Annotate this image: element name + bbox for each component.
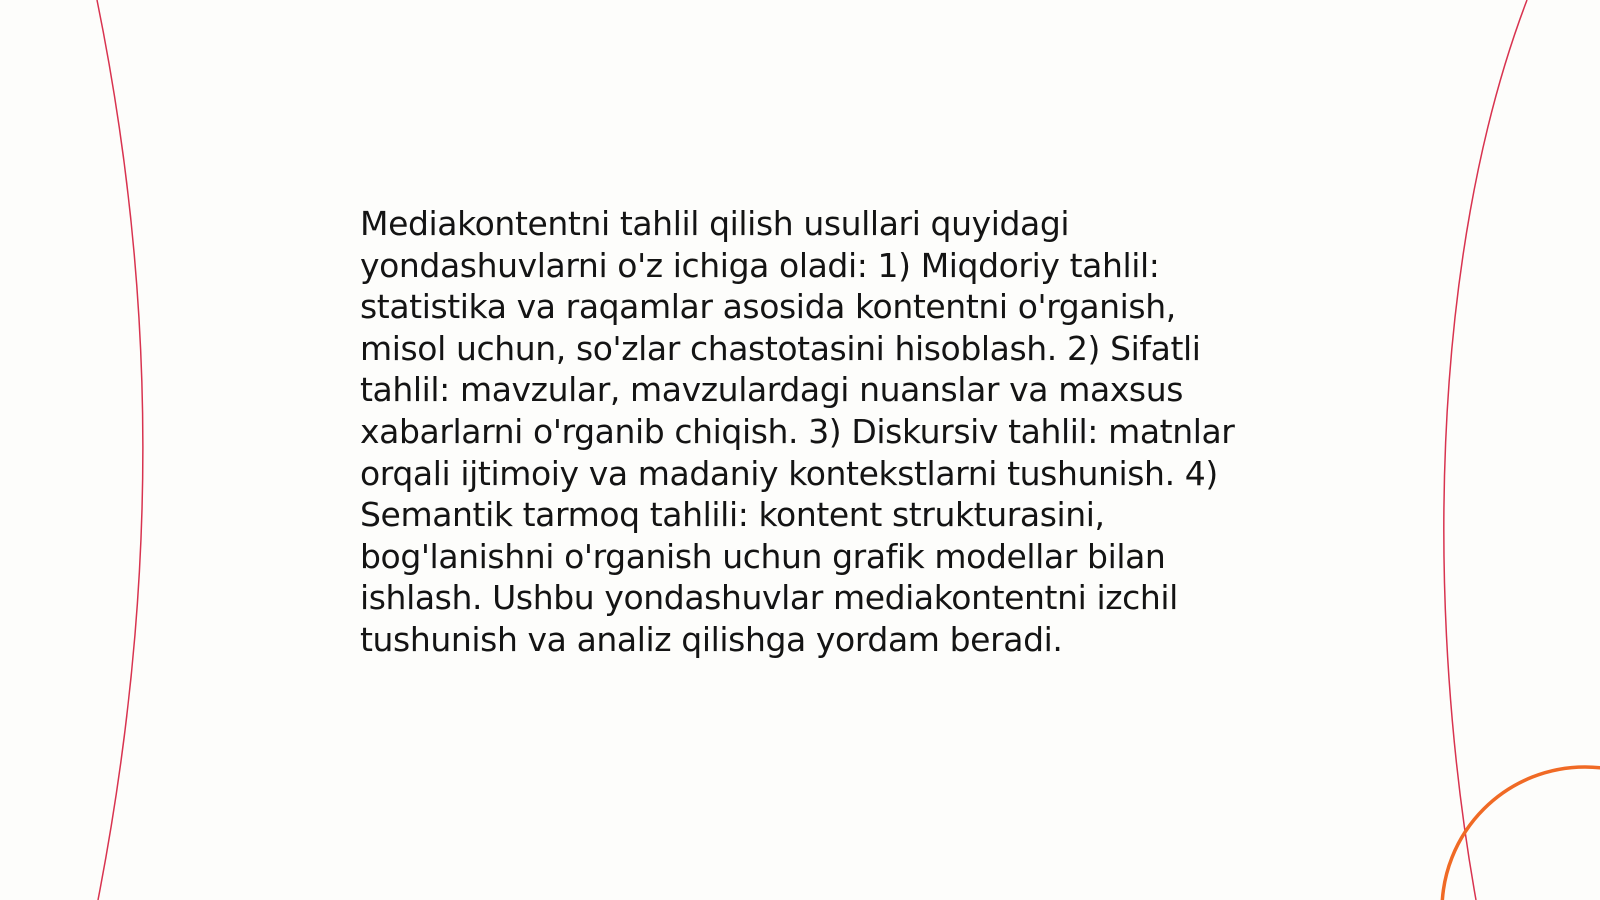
right-decorative-curve xyxy=(1444,0,1527,900)
orange-accent-circle xyxy=(1442,767,1600,900)
left-decorative-curve xyxy=(97,0,143,900)
slide-body-text: Mediakontentni tahlil qilish usullari quyidagi yondashuvlarni o'z ichiga oladi: 1) Miqdoriy tahlil: statistika va raqamlar asosida kontentni o'rganish, misol uchun, so'zlar chastotasini hisoblash. 2) Sifatli tahlil: mavzular, mavzulardagi nuanslar va maxsus xabarlarni o'rganib chiqish. 3) Diskursiv tahlil: matnlar orqali ijtimoiy va madaniy kontekstlarni tushunish. 4) Semantik tarmoq tahlili: kontent strukturasini, bog'lanishni o'rganish uchun grafik modellar bilan ishlash. Ushbu yondashuvlar mediakontentni izchil tushunish va analiz qilishga yordam beradi. xyxy=(360,204,1235,659)
